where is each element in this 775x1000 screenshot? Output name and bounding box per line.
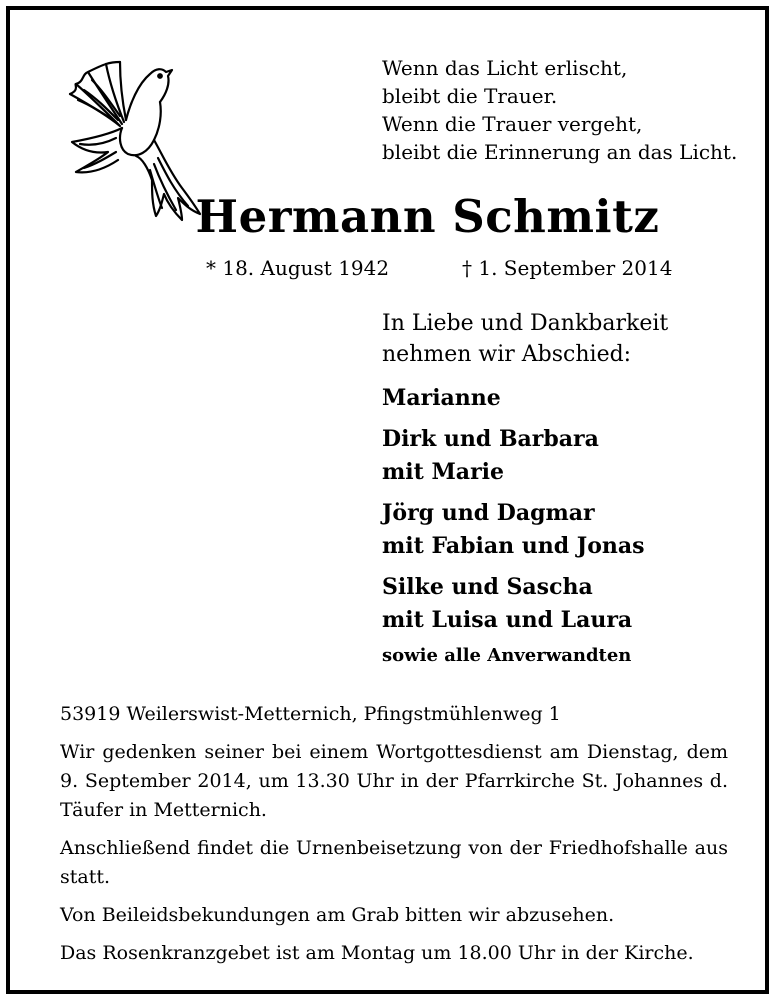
- funeral-info: [60, 700, 728, 977]
- farewell-intro: [382, 308, 752, 370]
- deceased-name: Hermann Schmitz: [195, 190, 660, 243]
- mourner-line: Marianne: [382, 385, 501, 411]
- service-details: Wir gedenken seiner bei einem Wortgottesdienst am Dienstag, dem 9. September 2014, um 13.30 Uhr in der Pfarrkirche St. Johannes d. Täufer in Metternich.: [60, 741, 728, 821]
- burial-details: Anschließend findet die Urnenbeisetzung von der Friedhofshalle aus statt.: [60, 837, 728, 888]
- poem-line: bleibt die Erinnerung an das Licht.: [382, 140, 738, 164]
- intro-line: nehmen wir Abschied:: [382, 342, 632, 367]
- condolence-note: Von Beileidsbekundungen am Grab bitten wir abzusehen.: [60, 904, 615, 926]
- poem-line: Wenn die Trauer vergeht,: [382, 112, 643, 136]
- address: 53919 Weilerswist-Metternich, Pfingstmühlenweg 1: [60, 703, 561, 725]
- rosary-details: Das Rosenkranzgebet ist am Montag um 18.00 Uhr in der Kirche.: [60, 942, 694, 964]
- mourner-line: Dirk und Barbara: [382, 426, 599, 452]
- mourner-line: Jörg und Dagmar: [382, 500, 595, 526]
- mourner-line: Silke und Sascha: [382, 574, 593, 600]
- intro-line: In Liebe und Dankbarkeit: [382, 311, 669, 336]
- mourner-line: mit Luisa und Laura: [382, 607, 633, 633]
- poem-line: Wenn das Licht erlischt,: [382, 56, 628, 80]
- mourner-group: [382, 423, 752, 489]
- death-date: † 1. September 2014: [462, 256, 673, 280]
- birth-date: * 18. August 1942: [206, 256, 390, 280]
- poem-line: bleibt die Trauer.: [382, 84, 558, 108]
- mourner-group: [382, 382, 752, 415]
- poem: [382, 54, 737, 166]
- mourners: [382, 308, 752, 666]
- obituary-notice: [6, 6, 769, 994]
- relatives-line: sowie alle Anverwandten: [382, 645, 632, 666]
- mourner-line: mit Fabian und Jonas: [382, 533, 645, 559]
- mourner-line: mit Marie: [382, 459, 505, 485]
- mourner-group: [382, 497, 752, 563]
- mourner-group: [382, 571, 752, 637]
